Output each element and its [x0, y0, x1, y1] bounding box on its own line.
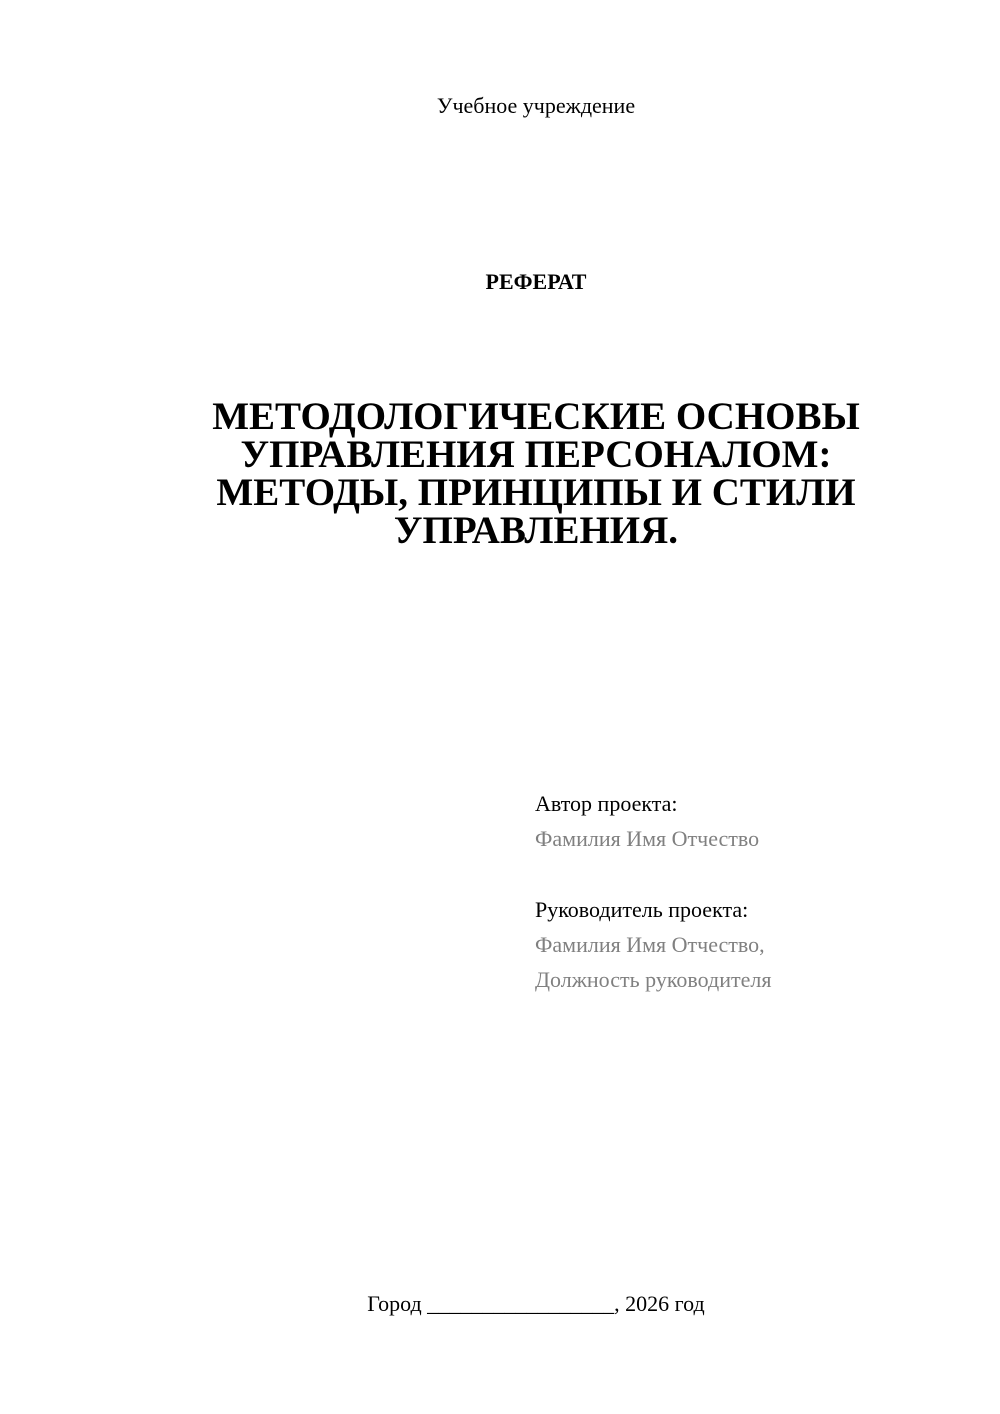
document-type: РЕФЕРАТ — [485, 269, 587, 294]
title-line: УПРАВЛЕНИЯ ПЕРСОНАЛОМ: — [240, 433, 832, 476]
title-line: МЕТОДОЛОГИЧЕСКИЕ ОСНОВЫ — [212, 395, 860, 438]
supervisor-label: Руководитель проекта: — [535, 897, 749, 922]
supervisor-block — [535, 892, 771, 997]
author-label: Автор проекта: — [535, 791, 678, 816]
supervisor-name: Фамилия Имя Отчество, — [535, 932, 765, 957]
title-line: МЕТОДЫ, ПРИНЦИПЫ И СТИЛИ — [216, 471, 856, 514]
author-name: Фамилия Имя Отчество — [535, 826, 760, 851]
title-line: УПРАВЛЕНИЯ. — [393, 509, 679, 552]
document-title — [180, 395, 892, 552]
city-year-line: Город _________________, 2026 год — [367, 1291, 705, 1316]
institution-name: Учебное учреждение — [436, 93, 636, 118]
supervisor-position: Должность руководителя — [535, 967, 772, 992]
author-block — [535, 786, 759, 856]
